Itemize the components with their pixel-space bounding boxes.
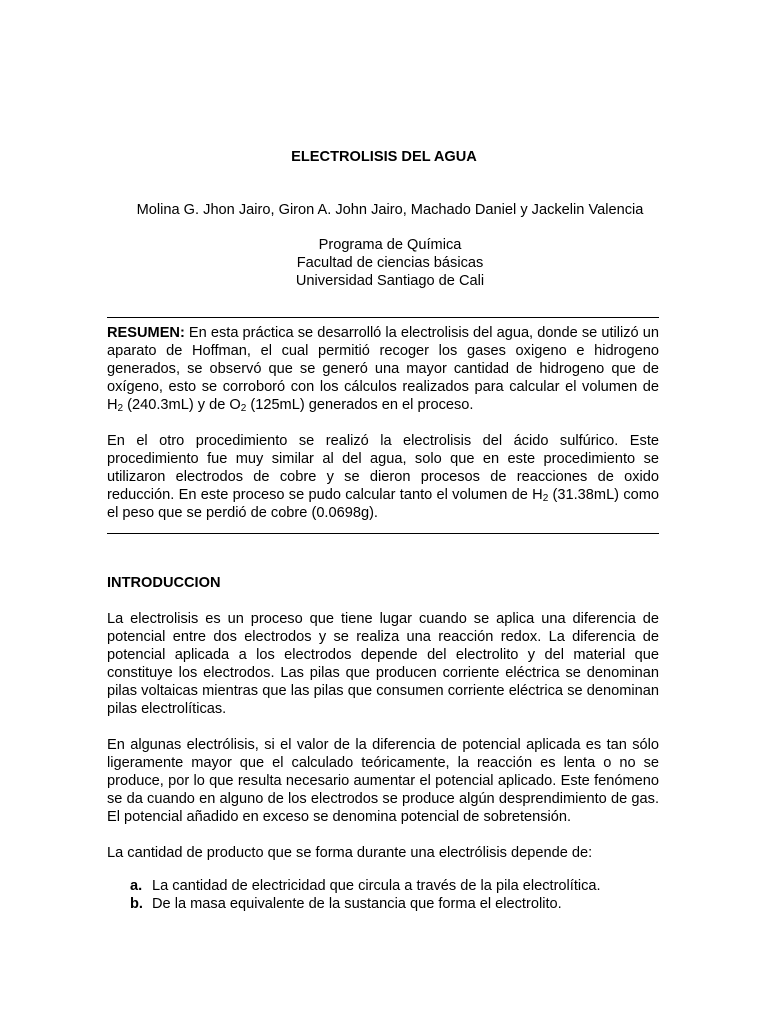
- program-name: Programa de Química: [318, 237, 462, 253]
- document-title: ELECTROLISIS DEL AGUA: [291, 149, 477, 165]
- intro-paragraph-1: La electrolisis es un proceso que tiene lugar cuando se aplica una diferencia de potencial entre dos electrodos y se realiza una reacción redox. La diferencia de potencial aplicada a los electrodos depende del electrolito y del material que constituye los electrodos. Las pilas que producen corriente eléctrica se denominan pilas voltaicas mientras que las pilas que consumen corriente eléctrica se denominan pilas electrolíticas.: [107, 611, 659, 717]
- h2-subscript: 2: [117, 403, 124, 414]
- o2-subscript: 2: [240, 403, 247, 414]
- abstract-paragraph-2: [107, 432, 659, 522]
- abstract-bottom-rule: [107, 533, 659, 534]
- intro-paragraph-2: En algunas electrólisis, si el valor de la diferencia de potencial aplicada es tan sólo ligeramente mayor que el calculado teóricamente, la reacción es lenta o no se produce, por lo que resulta necesario aumentar el potencial aplicado. Este fenómeno se da cuando en alguno de los electrodos se produce algún desprendimiento de gas. El potencial añadido en exceso se denomina potencial de sobretensión.: [107, 737, 659, 825]
- abstract-top-rule: [107, 317, 659, 318]
- affiliation-block: [0, 236, 768, 290]
- list-item-text: La cantidad de electricidad que circula a través de la pila electrolítica.: [152, 878, 601, 894]
- abstract-text-1a: En esta práctica se desarrolló la electrolisis del agua, donde se utilizó un aparato de Hoffman, el cual permitió recoger los gases oxigeno e hidrogeno generados, se observó que se generó una mayor cantidad de hidrogeno que de oxígeno, esto se corroboró con los cálculos realizados para calcular el volumen de H: [107, 325, 659, 413]
- list-item-text: De la masa equivalente de la sustancia que forma el electrolito.: [152, 896, 562, 912]
- intro-paragraph-3: La cantidad de producto que se forma durante una electrólisis depende de:: [107, 845, 593, 861]
- abstract-paragraph-1: [107, 324, 659, 414]
- h2-subscript-2: 2: [542, 493, 549, 504]
- list-marker: b.: [130, 896, 143, 912]
- university-name: Universidad Santiago de Cali: [295, 273, 485, 289]
- abstract-text-1c: (125mL) generados en el proceso.: [246, 397, 474, 413]
- faculty-name: Facultad de ciencias básicas: [296, 255, 484, 271]
- list-marker: a.: [130, 878, 143, 894]
- abstract-label: RESUMEN:: [107, 325, 185, 341]
- authors-line: Molina G. Jhon Jairo, Giron A. John Jairo, Machado Daniel y Jackelin Valencia: [136, 202, 644, 218]
- list-item: [130, 877, 670, 895]
- abstract-text-2a: En el otro procedimiento se realizó la electrolisis del ácido sulfúrico. Este procedimiento fue muy similar al del agua, solo que en este procedimiento se utilizaron electrodos de cobre y se dieron procesos de reacciones de oxido reducción. En este proceso se pudo calcular tanto el volumen de H: [107, 433, 659, 503]
- list-item: [130, 895, 670, 913]
- abstract-text-2b: (31.38mL) como el peso que se perdió de cobre (0.0698g).: [107, 487, 660, 521]
- factors-list: [130, 877, 670, 913]
- abstract-text-1b: (240.3mL) y de O: [123, 397, 241, 413]
- section-heading-introduccion: INTRODUCCION: [107, 575, 221, 591]
